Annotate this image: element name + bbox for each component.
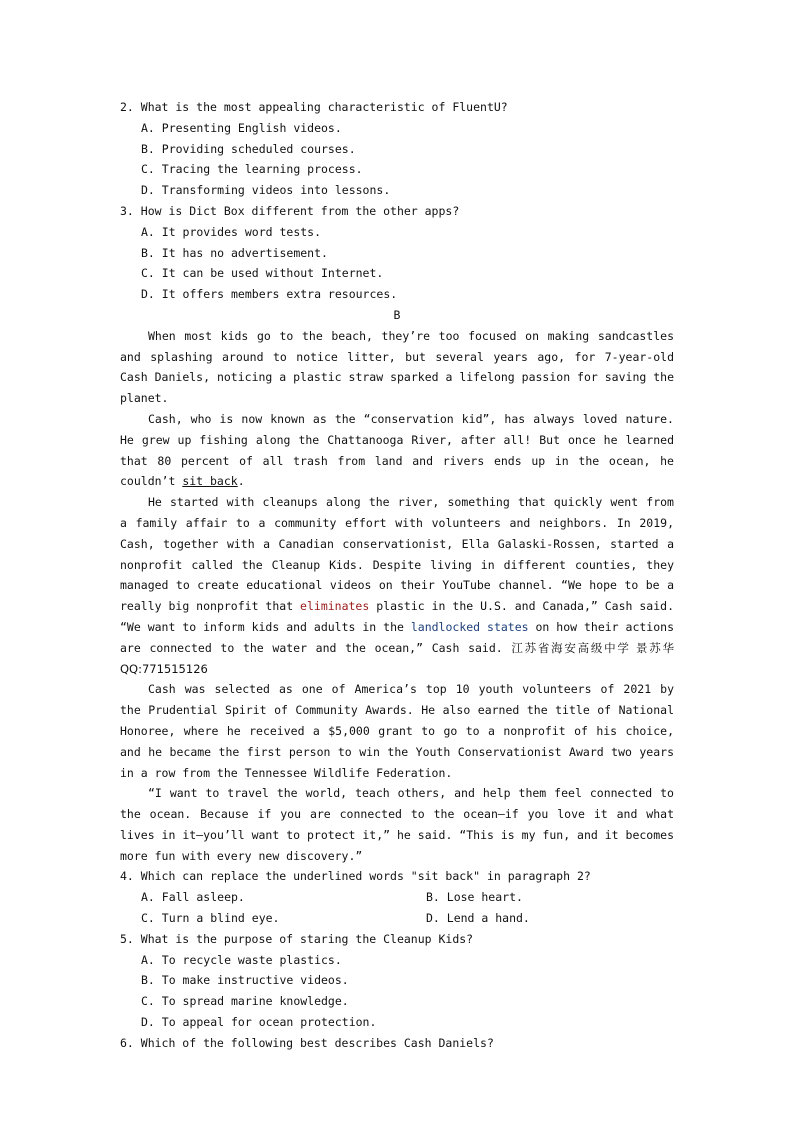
passage-paragraph-2 [120, 409, 674, 492]
passage-paragraph-5: “I want to travel the world, teach others, and help them feel connected to the ocean. Because if you are connected to the ocean—if you love it and what lives in it—you’ll want to protect it,” he said. “This is my fun, and it becomes more fun with every new discovery.” [120, 786, 674, 863]
question-4-options-row-2 [120, 908, 674, 929]
question-4-option-b: B. Lose heart. [426, 890, 523, 905]
question-2-stem: 2. What is the most appealing characteristic of FluentU? [120, 100, 508, 114]
passage-paragraph-1: When most kids go to the beach, they’re too focused on making sandcastles and splashing around to notice litter, but several years ago, for 7-year-old Cash Daniels, noticing a plastic straw sparked a lifelong passion for saving the planet. [120, 328, 674, 406]
underlined-phrase: sit back [182, 474, 238, 489]
paragraph-2-end: . [237, 474, 245, 489]
question-3-option-a: A. It provides word tests. [141, 224, 322, 239]
question-4-option-d: D. Lend a hand. [426, 911, 530, 926]
question-5-option-c: C. To spread marine knowledge. [141, 994, 349, 1009]
passage-paragraph-3 [120, 492, 674, 679]
highlighted-phrase: landlocked states [410, 619, 529, 634]
question-2-option-b: B. Providing scheduled courses. [141, 141, 356, 156]
question-5-stem: 5. What is the purpose of staring the Cleanup Kids? [120, 931, 474, 946]
paragraph-3-text-c: on how their actions are connected to the water and the ocean,” Cash said. [120, 619, 675, 655]
question-5-option-d: D. To appeal for ocean protection. [141, 1015, 377, 1030]
question-4-option-a: A. Fall asleep. [141, 890, 245, 905]
question-5-option-b: B. To make instructive videos. [141, 973, 349, 988]
section-heading: B [393, 307, 401, 322]
paragraph-3-text-a: He started with cleanups along the river, something that quickly went from a family affair to a community effort with volunteers and neighbors. In 2019, Cash, together with a Canadian conservationist, Ella Galaski-Rossen, started a nonprofit called the Cleanup Kids. Despite living in different counties, they managed to create educational videos on their YouTube channel. “We hope to be a really big nonprofit that [120, 495, 674, 614]
question-4-option-c: C. Turn a blind eye. [141, 911, 280, 926]
question-3-option-c: C. It can be used without Internet. [141, 266, 384, 281]
question-3-option-d: D. It offers members extra resources. [141, 287, 398, 302]
paragraph-3-text-b: plastic in the U.S. and Canada,” Cash said. “We want to inform kids and adults in the [120, 599, 674, 634]
question-4-options-row-1 [120, 887, 674, 908]
question-5-option-a: A. To recycle waste plastics. [141, 952, 342, 967]
question-3-stem: 3. How is Dict Box different from the other apps? [120, 203, 460, 218]
highlighted-word: eliminates [300, 599, 370, 614]
document-page [120, 97, 674, 1054]
question-2-option-d: D. Transforming videos into lessons. [141, 183, 391, 198]
passage-paragraph-4: Cash was selected as one of America’s top 10 youth volunteers of 2021 by the Prudential Spirit of Community Awards. He also earned the title of National Honoree, where he received a $5,000 grant to go to a nonprofit of his choice, and he became the first person to win the Youth Conservationist Award two years in a row from the Tennessee Wildlife Federation. [120, 682, 674, 780]
paragraph-2-text: Cash, who is now known as the “conservation kid”, has always loved nature. He grew up fishing along the Chattanooga River, after all! But once he learned that 80 percent of all trash from land and rivers ends up in the ocean, he couldn’t [120, 411, 674, 489]
question-2-option-c: C. Tracing the learning process. [141, 162, 363, 177]
question-4-stem: 4. Which can replace the underlined words "sit back" in paragraph 2? [120, 869, 591, 884]
author-signature: 江苏省海安高级中学 景苏华 QQ:771515126 [120, 640, 674, 676]
question-6-stem: 6. Which of the following best describes Cash Daniels? [120, 1035, 494, 1050]
question-2-option-a: A. Presenting English videos. [141, 120, 342, 135]
question-3-option-b: B. It has no advertisement. [141, 245, 328, 260]
